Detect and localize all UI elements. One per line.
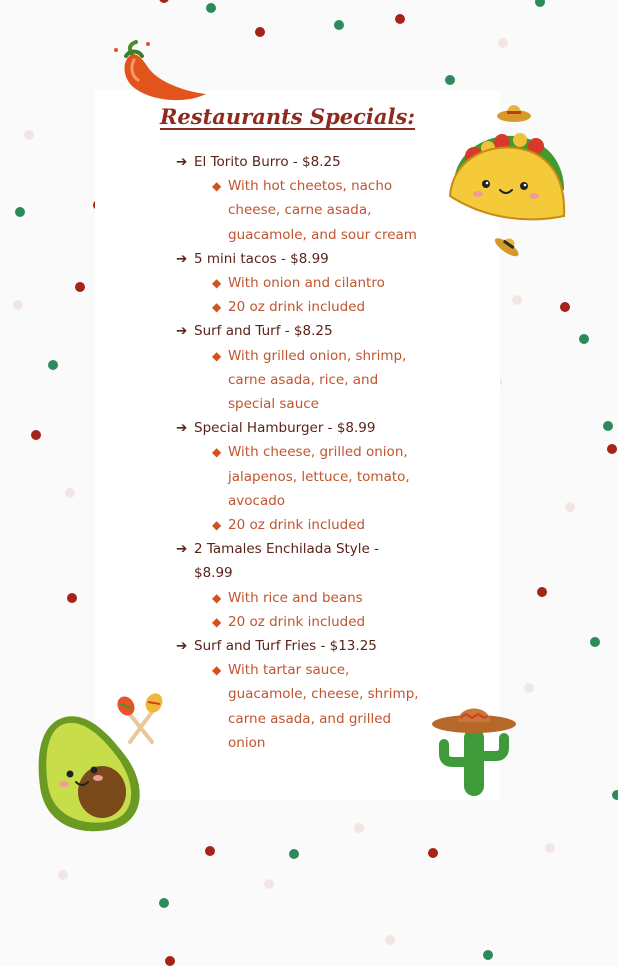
menu-item: [176, 319, 421, 416]
menu-item-name: Surf and Turf Fries - $13.25: [194, 638, 377, 655]
arrow-icon: ➔: [176, 420, 188, 437]
taco-icon: [444, 126, 570, 230]
menu-item-name: El Torito Burro - $8.25: [194, 154, 341, 170]
menu-item-detail: With cheese, grilled onion, jalapenos, lettuce, tomato, avocado: [228, 444, 410, 509]
menu-item-detail: With grilled onion, shrimp, carne asada, rice, and special sauce: [228, 347, 407, 413]
avocado-icon: [36, 712, 152, 834]
menu-item-name: Special Hamburger - $8.99: [194, 420, 376, 437]
cactus-icon: [430, 700, 518, 800]
diamond-bullet-icon: ◆: [212, 518, 222, 533]
diamond-bullet-icon: ◆: [212, 663, 222, 678]
arrow-icon: ➔: [176, 250, 188, 267]
diamond-bullet-icon: ◆: [212, 445, 222, 460]
arrow-icon: ➔: [176, 541, 188, 558]
menu-item-name: Surf and Turf - $8.25: [194, 323, 333, 340]
menu-item: [176, 537, 421, 634]
sombrero-icon: [494, 228, 524, 260]
menu-item-detail: With onion and cilantro: [228, 275, 385, 292]
menu-item-detail: With hot cheetos, nacho cheese, carne asada, guacamole, and sour cream: [228, 178, 417, 243]
diamond-bullet-icon: ◆: [212, 614, 222, 629]
arrow-icon: ➔: [176, 154, 188, 170]
menu-item-detail: 20 oz drink included: [228, 299, 366, 316]
arrow-icon: ➔: [176, 638, 188, 655]
menu-item-detail: With rice and beans: [228, 589, 363, 606]
diamond-bullet-icon: ◆: [212, 590, 222, 605]
menu-title: Restaurants Specials:: [159, 104, 416, 129]
diamond-bullet-icon: ◆: [212, 300, 222, 315]
specials-list: [176, 150, 421, 755]
diamond-bullet-icon: ◆: [212, 179, 222, 194]
menu-item: [176, 634, 421, 755]
menu-item: [176, 150, 421, 247]
chili-pepper-icon: [108, 40, 210, 106]
menu-item-detail: With tartar sauce, guacamole, cheese, shrimp, carne asada, and grilled onion: [228, 662, 419, 751]
menu-item-name: 2 Tamales Enchilada Style - $8.99: [194, 541, 380, 582]
sombrero-icon: [496, 96, 532, 124]
menu-item-detail: 20 oz drink included: [228, 517, 366, 534]
menu-item-detail: 20 oz drink included: [228, 613, 366, 630]
diamond-bullet-icon: ◆: [212, 276, 222, 291]
arrow-icon: ➔: [176, 323, 188, 340]
menu-item: [176, 247, 421, 320]
menu-item: [176, 416, 421, 537]
diamond-bullet-icon: ◆: [212, 348, 222, 363]
menu-item-name: 5 mini tacos - $8.99: [194, 250, 329, 267]
